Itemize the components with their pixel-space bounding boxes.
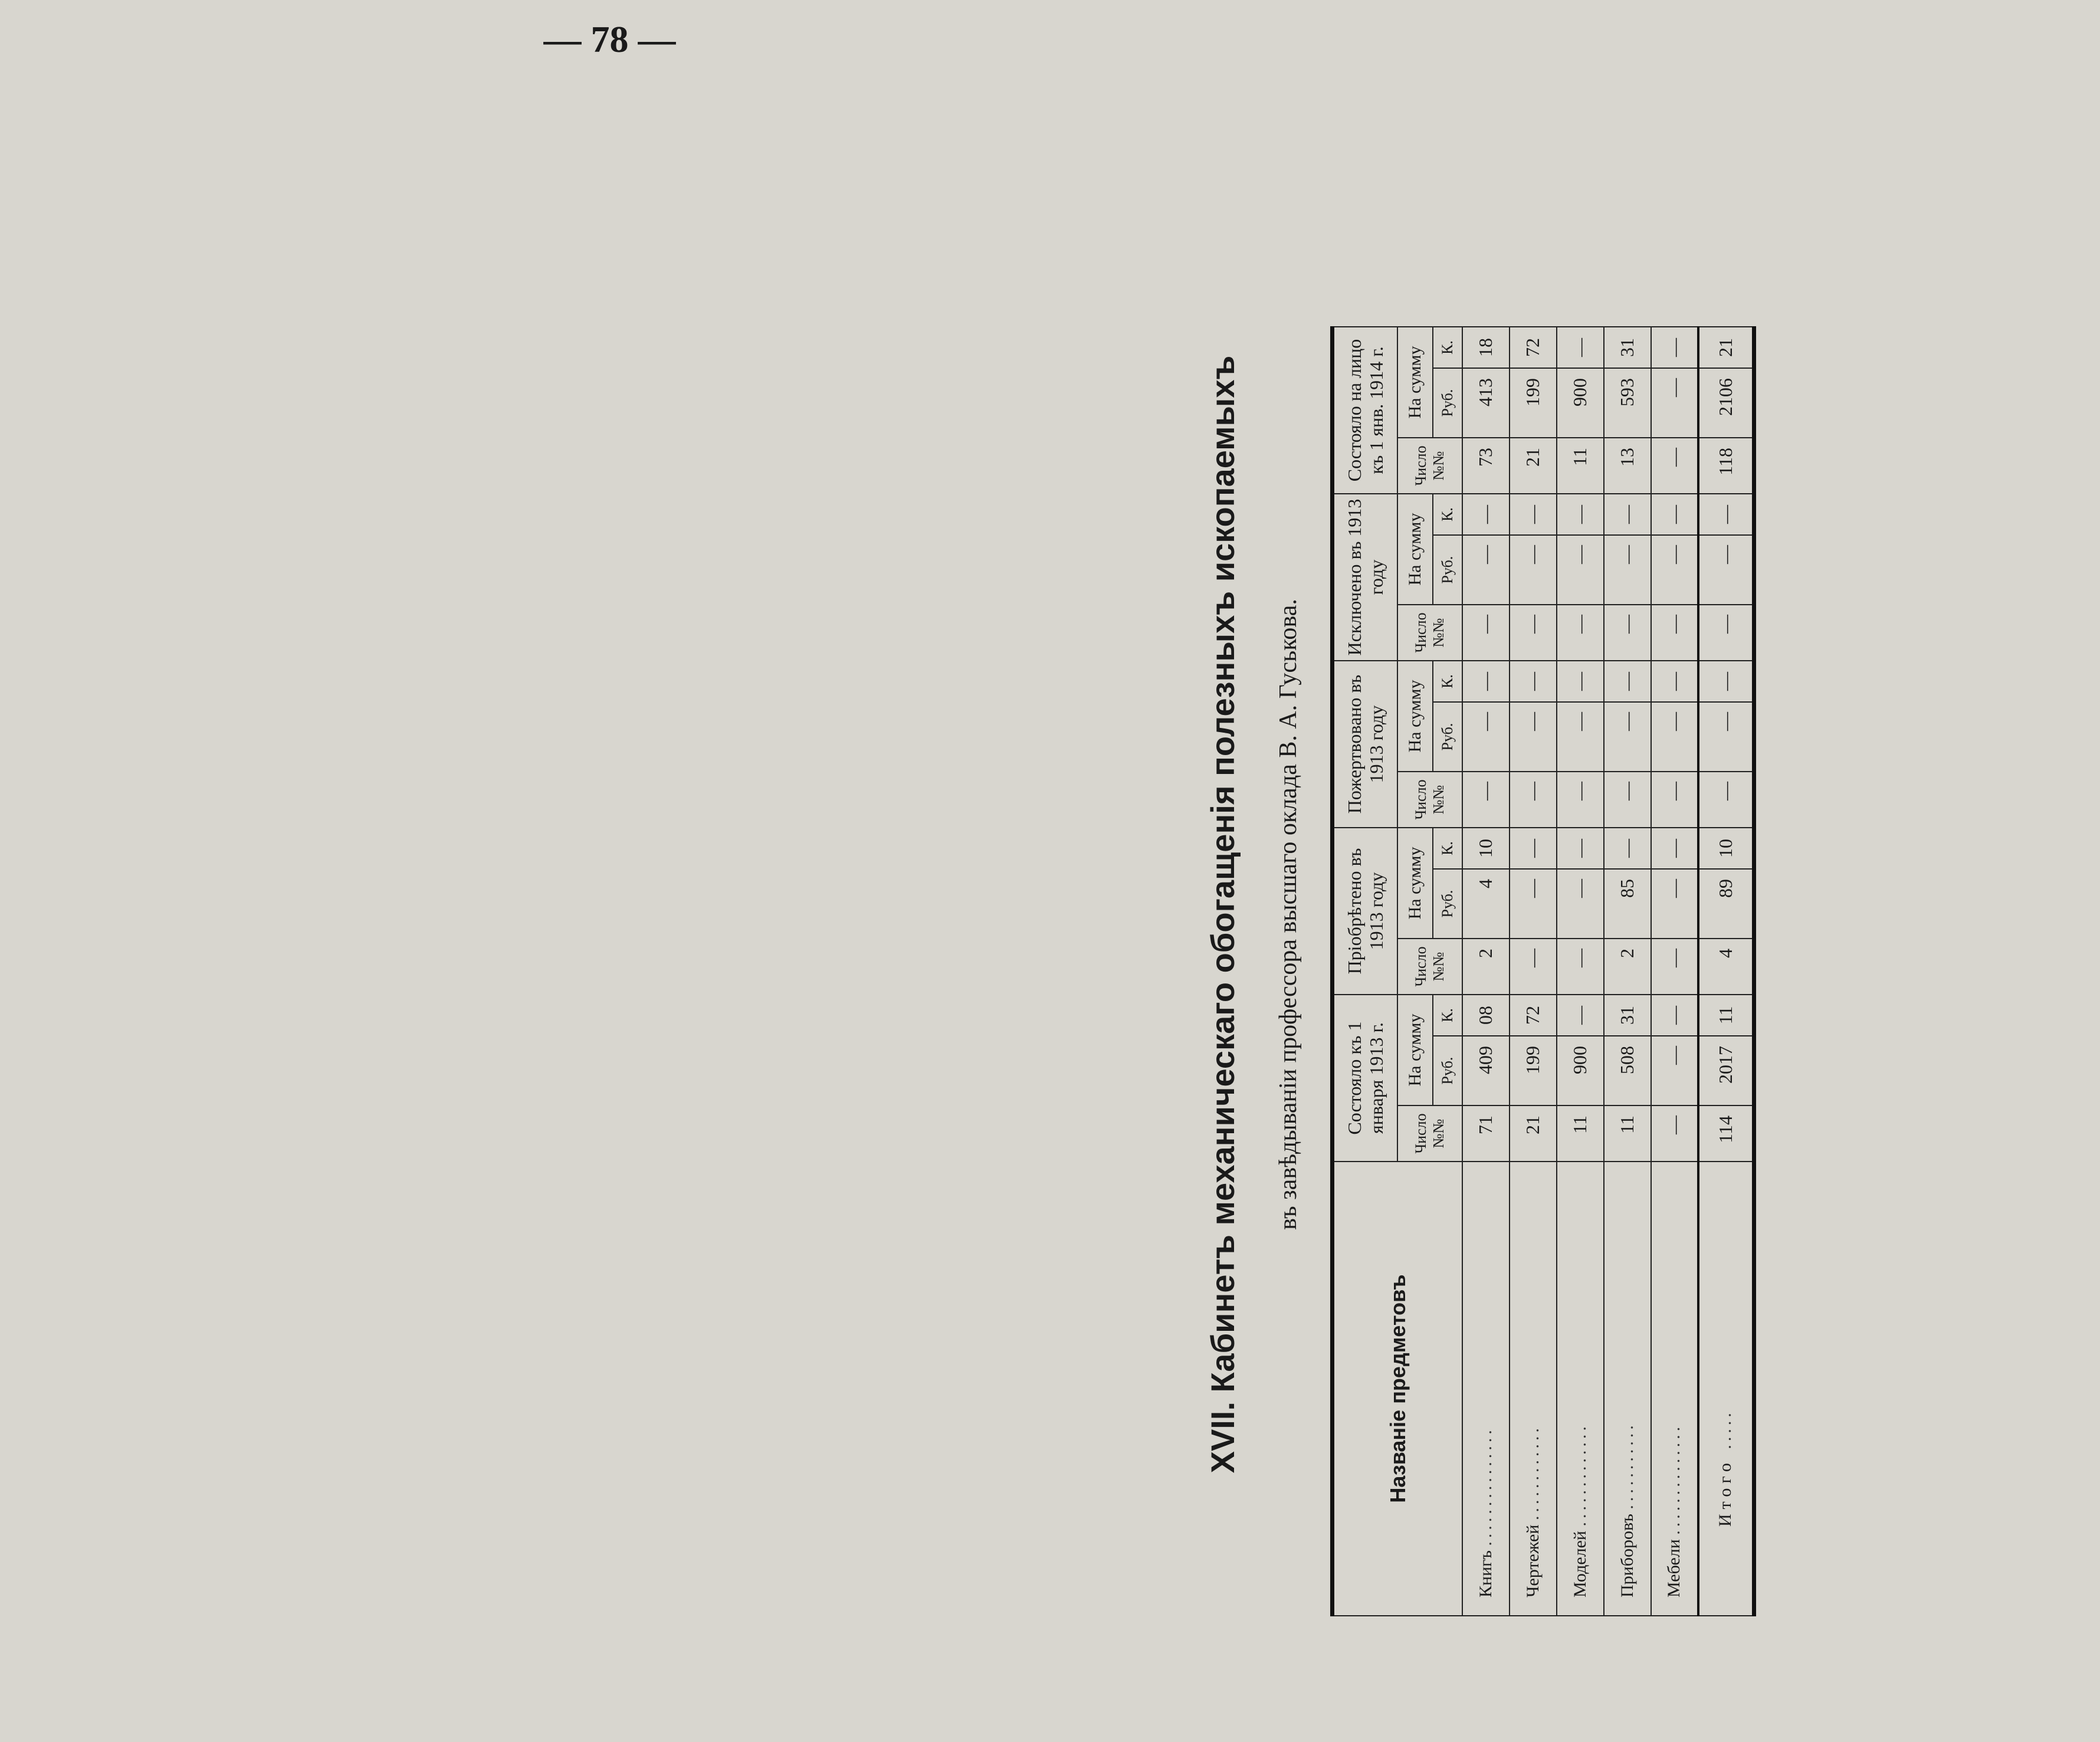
header-sum-3: На сумму [1397,661,1433,772]
count-cell-2: 4 [1698,939,1754,995]
rub-cell-4: — [1462,535,1510,605]
rub-cell-3: — [1557,702,1604,772]
count-cell-4: — [1604,605,1651,661]
item-name-cell [1557,1162,1604,1616]
kop-cell-5: 72 [1510,327,1557,368]
item-name-cell [1510,1162,1557,1616]
count-cell-4: — [1557,605,1604,661]
kop-cell-3: — [1557,661,1604,702]
kop-cell-4: — [1510,494,1557,535]
header-group-5: Состояло на лицо къ 1 янв. 1914 г. [1333,327,1397,494]
header-kop-5: К. [1433,327,1462,368]
rub-cell-2: — [1510,869,1557,939]
kop-cell-1: 11 [1698,995,1754,1036]
rub-cell-4: — [1651,535,1698,605]
count-cell-2: — [1651,939,1698,995]
dot-leaders: ............... [1475,1426,1495,1546]
table-row [1557,327,1604,1616]
rub-cell-1: 2017 [1698,1036,1754,1105]
rub-cell-4: — [1510,535,1557,605]
header-count-3: Число №№ [1397,772,1462,828]
header-sum-1: На сумму [1397,995,1433,1105]
kop-cell-2: — [1651,828,1698,869]
count-cell-2: — [1510,939,1557,995]
item-name-cell [1651,1162,1698,1616]
inventory-table [1330,326,1756,1616]
kop-cell-2: 10 [1698,828,1754,869]
header-sum-2: На сумму [1397,828,1433,939]
count-cell-5: 73 [1462,438,1510,494]
kop-cell-2: — [1604,828,1651,869]
count-cell-1: 21 [1510,1105,1557,1162]
count-cell-1: 71 [1462,1105,1510,1162]
header-group-2: Пріобрѣтено въ 1913 году [1333,828,1397,995]
kop-cell-3: — [1604,661,1651,702]
item-name-cell [1462,1162,1510,1616]
count-cell-5: 11 [1557,438,1604,494]
item-name: Мебели [1664,1539,1684,1597]
kop-cell-3: — [1698,661,1754,702]
kop-cell-4: — [1698,494,1754,535]
rub-cell-2: 4 [1462,869,1510,939]
header-count-4: Число №№ [1397,605,1462,661]
kop-cell-3: — [1510,661,1557,702]
header-rub-4: Руб. [1433,535,1462,605]
rub-cell-3: — [1698,702,1754,772]
kop-cell-5: — [1651,327,1698,368]
header-count-1: Число №№ [1397,1105,1462,1162]
count-cell-2: 2 [1604,939,1651,995]
count-cell-3: — [1557,772,1604,828]
rub-cell-3: — [1510,702,1557,772]
count-cell-4: — [1510,605,1557,661]
kop-cell-5: 18 [1462,327,1510,368]
rub-cell-5: 199 [1510,368,1557,438]
header-group-3: Пожертвовано въ 1913 году [1333,661,1397,828]
rub-cell-4: — [1557,535,1604,605]
rub-cell-2: 85 [1604,869,1651,939]
header-kop-3: К. [1433,661,1462,702]
count-cell-2: 2 [1462,939,1510,995]
count-cell-4: — [1462,605,1510,661]
header-rub-3: Руб. [1433,702,1462,772]
rub-cell-1: 199 [1510,1036,1557,1105]
item-name: Чертежей [1522,1524,1543,1597]
kop-cell-2: — [1557,828,1604,869]
rub-cell-2: — [1651,869,1698,939]
count-cell-5: 13 [1604,438,1651,494]
dot-leaders: .............. [1664,1423,1684,1535]
rub-cell-5: 2106 [1698,368,1754,438]
total-row [1698,327,1754,1616]
count-cell-5: 21 [1510,438,1557,494]
item-name: Книгъ [1475,1550,1495,1597]
rub-cell-2: — [1557,869,1604,939]
rub-cell-5: — [1651,368,1698,438]
item-name-cell [1698,1162,1754,1616]
rub-cell-1: 508 [1604,1036,1651,1105]
kop-cell-3: — [1462,661,1510,702]
rub-cell-4: — [1604,535,1651,605]
dot-leaders: ..... [1715,1409,1735,1449]
count-cell-4: — [1698,605,1754,661]
table-row [1604,327,1651,1616]
rub-cell-3: — [1651,702,1698,772]
kop-cell-1: 31 [1604,995,1651,1036]
item-name: Приборовъ [1617,1514,1637,1597]
rub-cell-1: — [1651,1036,1698,1105]
dot-leaders: ............. [1570,1423,1590,1527]
dot-leaders: ............ [1522,1424,1543,1520]
kop-cell-4: — [1604,494,1651,535]
count-cell-3: — [1698,772,1754,828]
rub-cell-2: 89 [1698,869,1754,939]
kop-cell-1: — [1557,995,1604,1036]
page-subtitle: въ завѣдываніи профессора высшаго оклада В. А. Гуськова. [1275,599,1302,1230]
header-item-name: Названіе предметовъ [1333,1162,1462,1616]
table-row [1651,327,1698,1616]
rub-cell-3: — [1462,702,1510,772]
page-title: XVII. Кабинетъ механическаго обогащенія полезныхъ ископаемыхъ [1204,355,1241,1474]
header-group-4: Исключено въ 1913 году [1333,494,1397,661]
dot-leaders: ........... [1617,1422,1637,1510]
kop-cell-5: 21 [1698,327,1754,368]
count-cell-3: — [1462,772,1510,828]
count-cell-5: 118 [1698,438,1754,494]
table-row [1510,327,1557,1616]
rub-cell-3: — [1604,702,1651,772]
kop-cell-4: — [1651,494,1698,535]
count-cell-3: — [1604,772,1651,828]
rotated-page-content [1180,159,2100,1669]
rub-cell-5: 413 [1462,368,1510,438]
count-cell-3: — [1510,772,1557,828]
header-count-5: Число №№ [1397,438,1462,494]
count-cell-5: — [1651,438,1698,494]
header-sum-5: На сумму [1397,327,1433,438]
count-cell-1: — [1651,1105,1698,1162]
kop-cell-4: — [1557,494,1604,535]
header-rub-1: Руб. [1433,1036,1462,1105]
rub-cell-4: — [1698,535,1754,605]
header-kop-1: К. [1433,995,1462,1036]
kop-cell-2: — [1510,828,1557,869]
header-rub-2: Руб. [1433,869,1462,939]
kop-cell-1: 72 [1510,995,1557,1036]
kop-cell-1: 08 [1462,995,1510,1036]
count-cell-1: 11 [1557,1105,1604,1162]
rub-cell-5: 900 [1557,368,1604,438]
header-group-1: Состояло къ 1 января 1913 г. [1333,995,1397,1162]
rub-cell-1: 409 [1462,1036,1510,1105]
header-sum-4: На сумму [1397,494,1433,605]
header-count-2: Число №№ [1397,939,1462,995]
count-cell-2: — [1557,939,1604,995]
kop-cell-2: 10 [1462,828,1510,869]
header-kop-2: К. [1433,828,1462,869]
kop-cell-5: — [1557,327,1604,368]
table-row [1462,327,1510,1616]
page-number: — 78 — [543,18,676,60]
count-cell-4: — [1651,605,1698,661]
kop-cell-1: — [1651,995,1698,1036]
header-rub-5: Руб. [1433,368,1462,438]
kop-cell-4: — [1462,494,1510,535]
kop-cell-5: 31 [1604,327,1651,368]
rub-cell-5: 593 [1604,368,1651,438]
rub-cell-1: 900 [1557,1036,1604,1105]
count-cell-3: — [1651,772,1698,828]
kop-cell-3: — [1651,661,1698,702]
item-name: Итого [1715,1458,1735,1527]
count-cell-1: 114 [1698,1105,1754,1162]
header-kop-4: К. [1433,494,1462,535]
item-name: Моделей [1570,1531,1590,1597]
item-name-cell [1604,1162,1651,1616]
count-cell-1: 11 [1604,1105,1651,1162]
